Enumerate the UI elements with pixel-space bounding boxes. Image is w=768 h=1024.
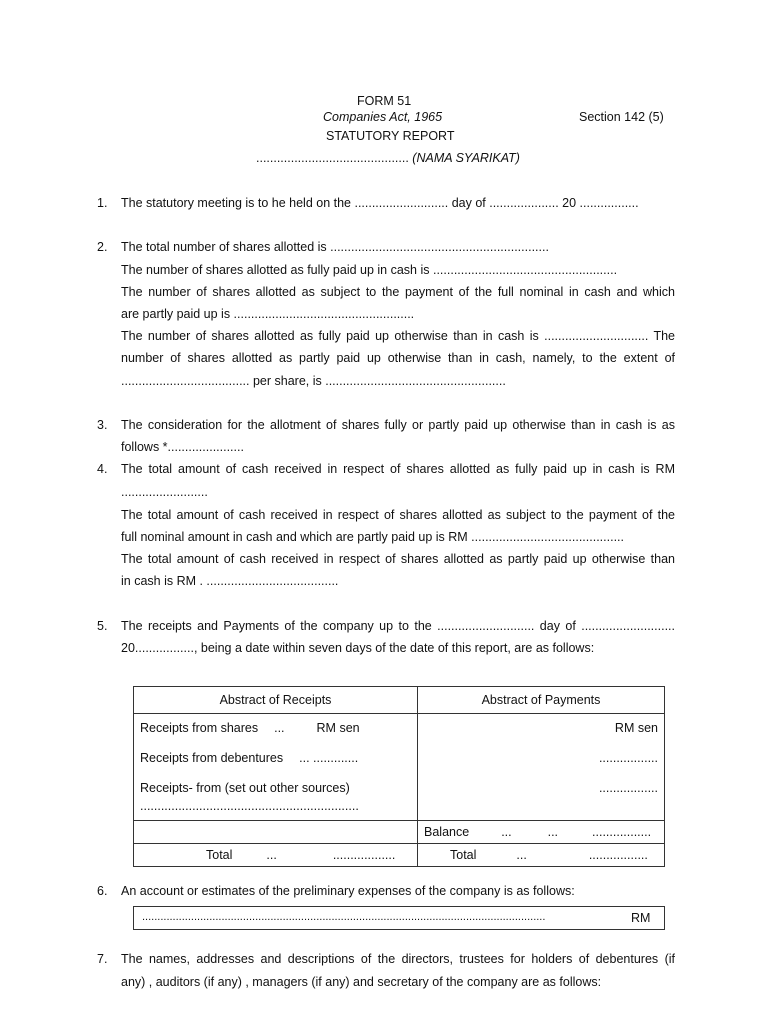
- receipts-other-dots: ...............................................................: [140, 799, 359, 813]
- total-receipts-cell: [134, 844, 418, 867]
- item-2-line-6: number of shares allotted as partly paid up otherwise than in cash, namely, to the extent of: [121, 351, 675, 365]
- item-1-line-1: The statutory meeting is to he held on the ........................... day of .................... 20 .................: [121, 196, 639, 210]
- total-payments-cell: [418, 844, 665, 867]
- item-2-number: 2.: [97, 240, 108, 254]
- company-name-label: (NAMA SYARIKAT): [412, 151, 520, 165]
- item-5-line-1: The receipts and Payments of the company up to the ............................ day of ...........................: [121, 619, 675, 633]
- receipts-shares-label: Receipts from shares: [140, 721, 259, 735]
- balance-dots-2: ...: [547, 825, 559, 839]
- item-2-line-2: The number of shares allotted as fully paid up in cash is .....................................................: [121, 263, 618, 277]
- receipts-payments-table: [133, 686, 665, 867]
- total-receipts-dots-1: ...: [266, 848, 277, 862]
- preliminary-expenses-box: [133, 906, 665, 930]
- balance-dots-3: .................: [592, 825, 652, 839]
- payments-dots-1: .................: [598, 751, 658, 765]
- receipts-debentures-row: [140, 746, 411, 770]
- total-receipts-dots-2: ..................: [332, 848, 396, 862]
- company-name-dots: ............................................: [256, 151, 409, 165]
- receipts-other-row: Receipts- from (set out other sources): [140, 781, 350, 795]
- total-payments-dots-1: ...: [516, 848, 527, 862]
- item-6-line-1: An account or estimates of the preliminary expenses of the company is as follows:: [121, 884, 575, 898]
- item-4-number: 4.: [97, 462, 108, 476]
- item-7-number: 7.: [97, 952, 108, 966]
- page-title: STATUTORY REPORT: [326, 129, 455, 143]
- item-2-line-4: are partly paid up is ....................................................: [121, 307, 415, 321]
- item-3-line-2: follows *......................: [121, 440, 244, 454]
- total-receipts-label: Total: [206, 848, 233, 862]
- item-2-line-5: The number of shares allotted as fully paid up otherwise than in cash is .............................. The: [121, 329, 675, 343]
- receipts-shares-unit: RM sen: [316, 721, 360, 735]
- section-ref: Section 142 (5): [579, 110, 664, 124]
- item-4-line-4: full nominal amount in cash and which are partly paid up is RM ............................................: [121, 530, 624, 544]
- item-5-number: 5.: [97, 619, 108, 633]
- item-5-line-2: 20................., being a date within seven days of the date of this report, are as follows:: [121, 641, 595, 655]
- preliminary-expenses-unit: RM: [631, 911, 651, 925]
- preliminary-expenses-dots: ....................................................................................................................................: [142, 911, 546, 923]
- receipts-cell: [134, 714, 418, 821]
- item-4-line-2: .........................: [121, 485, 208, 499]
- balance-label: Balance: [424, 825, 470, 839]
- item-4-line-5: The total amount of cash received in respect of shares allotted as partly paid up otherwise than: [121, 552, 675, 566]
- act-name: Companies Act, 1965: [323, 110, 443, 124]
- receipts-debentures-label: Receipts from debentures: [140, 751, 284, 765]
- balance-dots-1: ...: [501, 825, 512, 839]
- item-2-line-1: The total number of shares allotted is ...............................................................: [121, 240, 549, 254]
- item-4-line-6: in cash is RM . ......................................: [121, 574, 339, 588]
- total-payments-dots-2: .................: [588, 848, 648, 862]
- item-3-line-1: The consideration for the allotment of shares fully or partly paid up otherwise than in cash is as: [121, 418, 675, 432]
- receipts-header: Abstract of Receipts: [134, 687, 418, 714]
- payments-dots-2: .................: [598, 781, 658, 795]
- item-7-line-1: The names, addresses and descriptions of the directors, trustees for holders of debentures (if: [121, 952, 675, 966]
- item-1-number: 1.: [97, 196, 108, 210]
- payments-unit: RM sen: [614, 721, 658, 735]
- receipts-debentures-dots: ... .............: [299, 751, 359, 765]
- item-3-number: 3.: [97, 418, 108, 432]
- receipts-shares-dots: ...: [274, 721, 285, 735]
- item-7-line-2: any) , auditors (if any) , managers (if any) and secretary of the company are as follows:: [121, 975, 602, 989]
- form-number: FORM 51: [357, 94, 412, 108]
- payments-cell: [418, 714, 665, 821]
- item-2-line-7: ..................................... per share, is ....................................................: [121, 374, 506, 388]
- balance-empty-cell: [134, 821, 418, 844]
- balance-cell: [418, 821, 665, 844]
- company-name-line: [256, 151, 520, 165]
- item-4-line-3: The total amount of cash received in respect of shares allotted as subject to the payment of the: [121, 508, 675, 522]
- item-6-number: 6.: [97, 884, 108, 898]
- item-2-line-3: The number of shares allotted as subject to the payment of the full nominal in cash and which: [121, 285, 675, 299]
- receipts-shares-row: [140, 716, 411, 740]
- payments-header: Abstract of Payments: [418, 687, 665, 714]
- total-payments-label: Total: [450, 848, 477, 862]
- item-4-line-1: The total amount of cash received in respect of shares allotted as fully paid up in cash is RM: [121, 462, 675, 476]
